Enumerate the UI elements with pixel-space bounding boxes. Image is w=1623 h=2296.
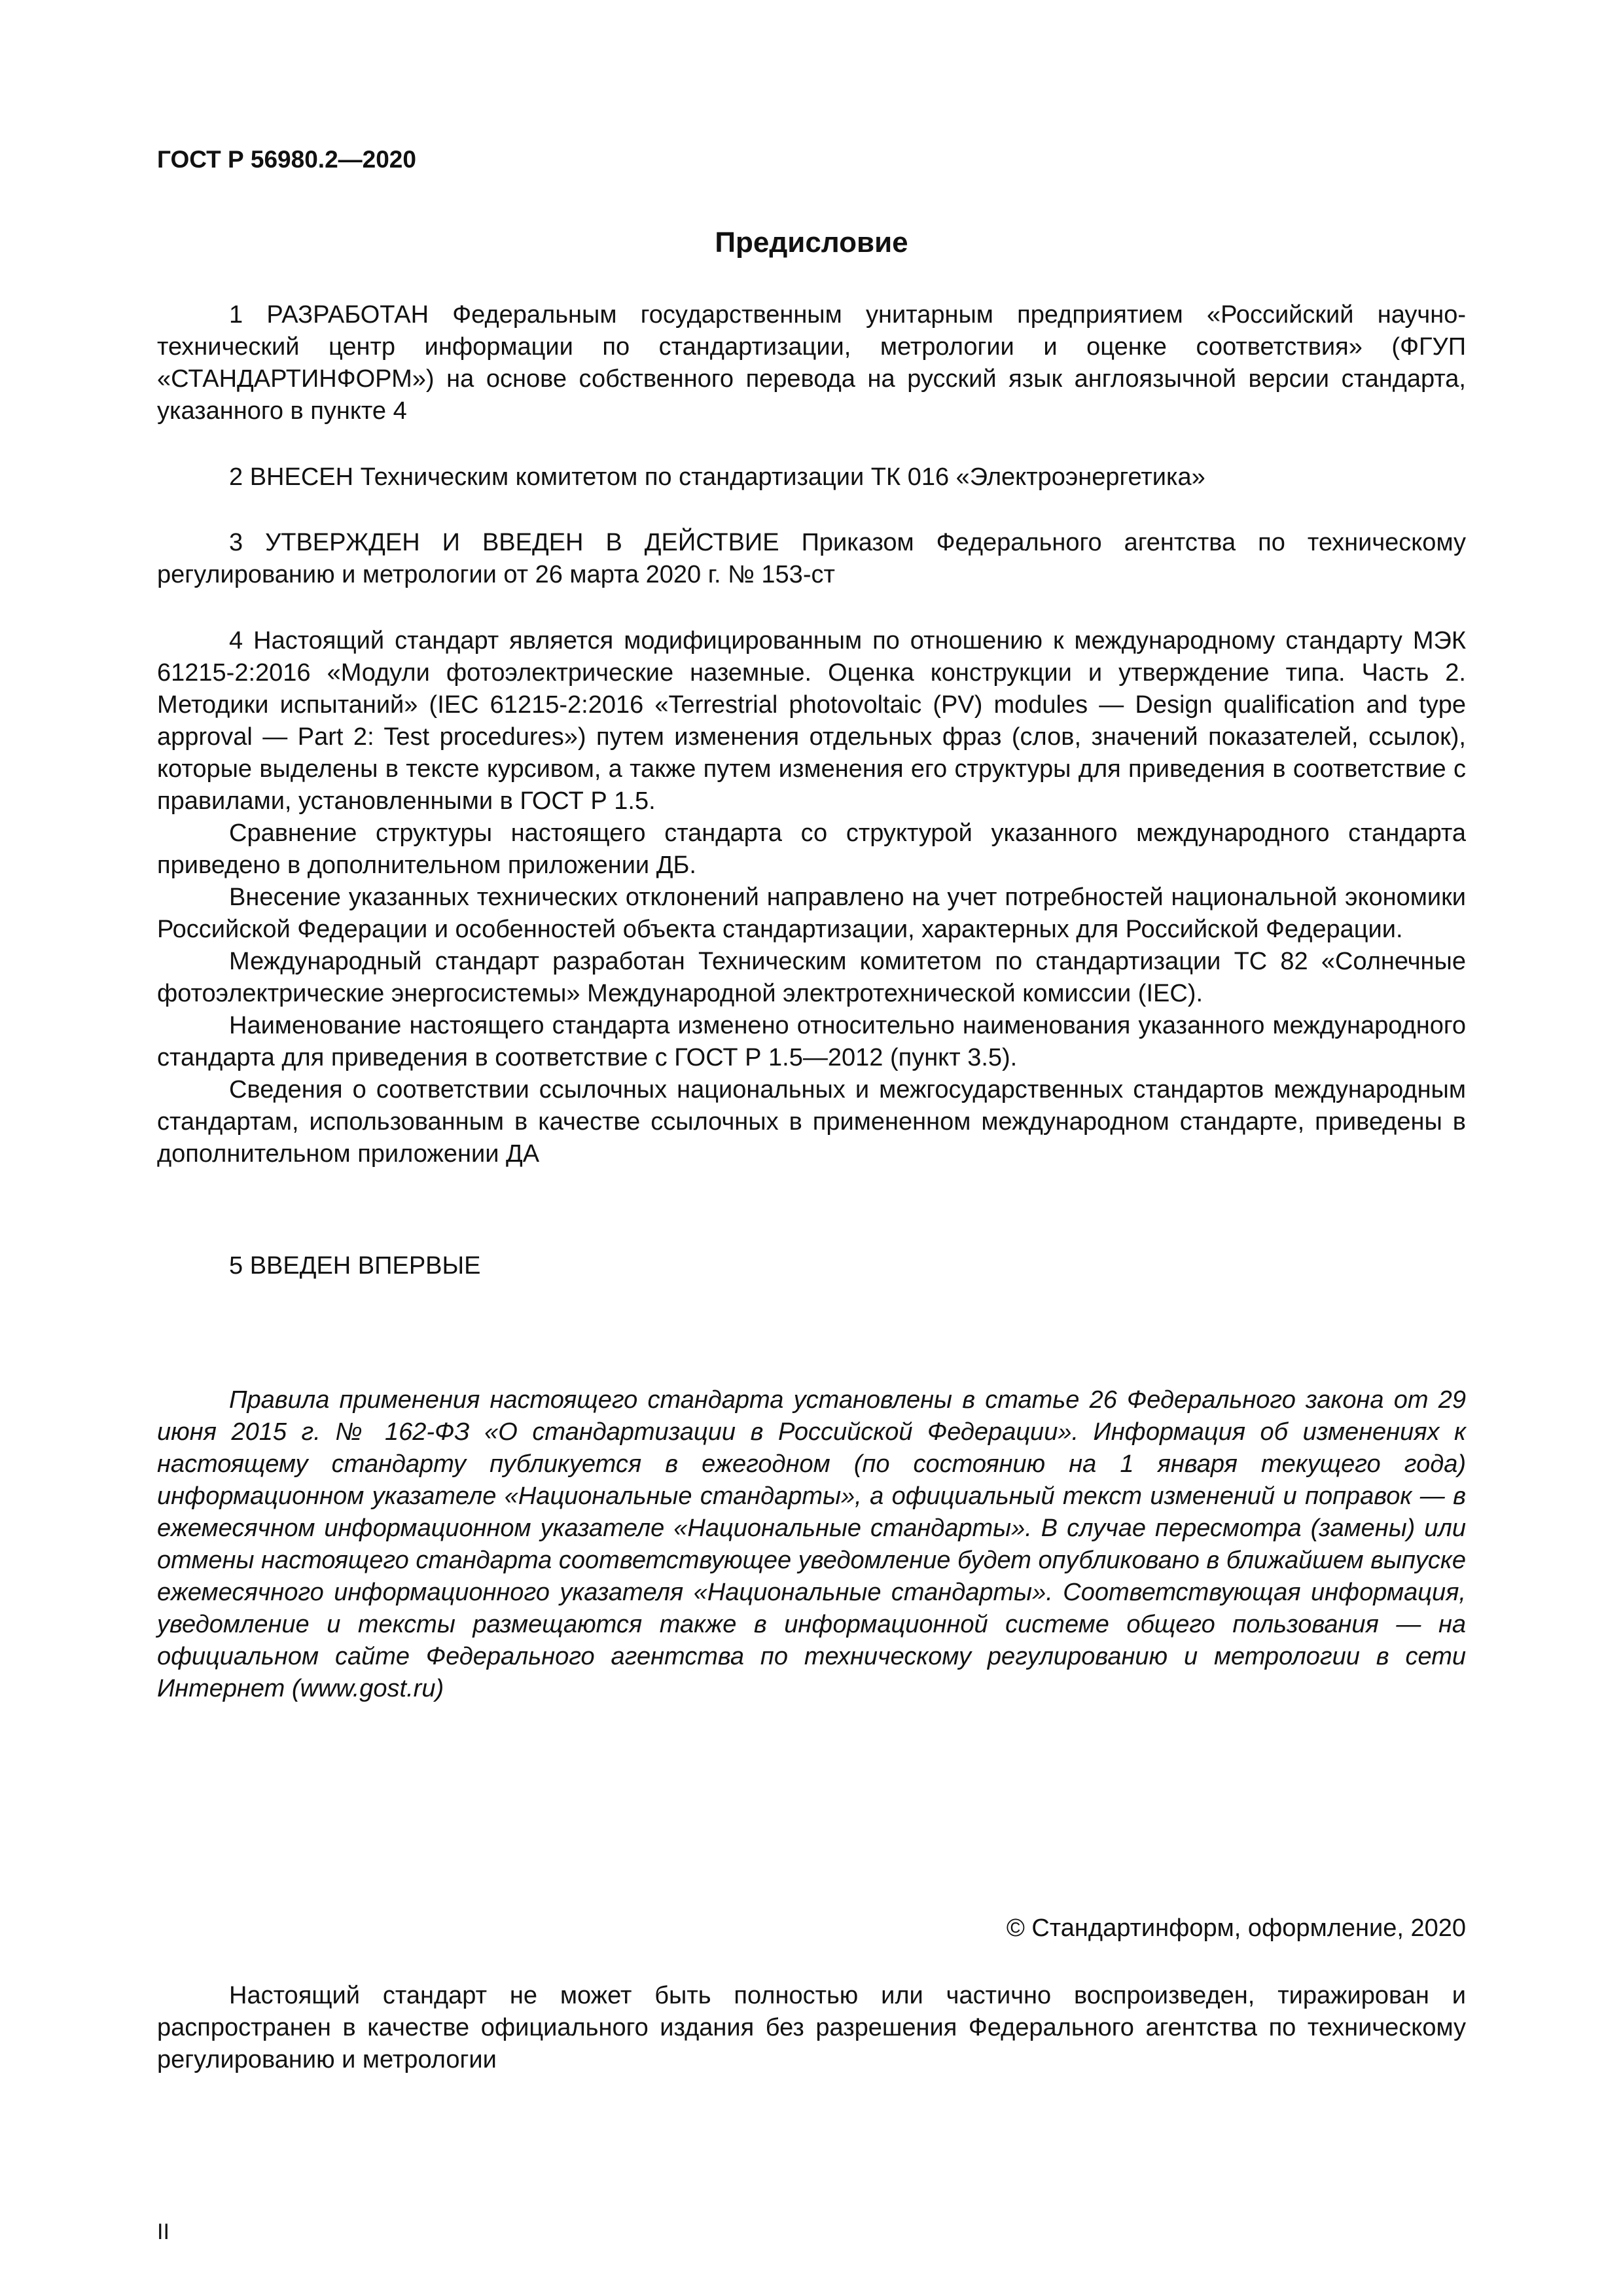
reproduction-notice-text: Настоящий стандарт не может быть полностью или частично воспроизведен, тиражирован и распространен в качестве официального издания без разрешения Федерального агентства по техническому регулированию и метрологии	[157, 1982, 1466, 2073]
rules-notice	[157, 1384, 1466, 1705]
section-4-paragraph: Внесение указанных технических отклонений направлено на учет потребностей национальной экономики Российской Федерации и особенностей объекта стандартизации, характерных для Российской Федерации.	[157, 884, 1466, 943]
page-number: II	[157, 2219, 169, 2244]
section-5	[157, 1250, 1466, 1282]
document-id-header: ГОСТ Р 56980.2—2020	[157, 146, 416, 173]
section-4-paragraph: 4 Настоящий стандарт является модифицированным по отношению к международному стандарту МЭК 61215-2:2016 «Модули фотоэлектрические наземные. Оценка конструкции и утверждение типа. Часть 2. Методики испытаний» (IEC 61215-2:2016 «Terrestrial photovoltaic (PV) modules — Design qualification and type approval — Part 2: Test procedures») путем изменения отдельных фраз (слов, значений показателей, ссылок), которые выделены в тексте курсивом, а также путем изменения его структуры для приведения в соответствие с правилами, установленными в ГОСТ Р 1.5.	[157, 627, 1466, 815]
section-2-text: 2 ВНЕСЕН Техническим комитетом по стандартизации ТК 016 «Электроэнергетика»	[229, 463, 1205, 491]
section-1-text: 1 РАЗРАБОТАН Федеральным государственным унитарным предприятием «Российский научно-технический центр информации по стандартизации, метрологии и оценке соответствия» (ФГУП «СТАНДАРТИНФОРМ») на основе собственного перевода на русский язык англоязычной версии стандарта, указанного в пункте 4	[157, 301, 1466, 425]
section-4-paragraph: Сведения о соответствии ссылочных национальных и межгосударственных стандартов международным стандартам, использованным в качестве ссылочных в примененном международном стандарте, приведены в дополнительном приложении ДА	[157, 1076, 1466, 1168]
section-5-text: 5 ВВЕДЕН ВПЕРВЫЕ	[229, 1252, 481, 1280]
section-4-paragraph: Сравнение структуры настоящего стандарта со структурой указанного международного стандарта приведено в дополнительном приложении ДБ.	[157, 819, 1466, 879]
copyright-line: © Стандартинформ, оформление, 2020	[1006, 1914, 1466, 1942]
page-title: Предисловие	[715, 226, 908, 259]
section-4-paragraph: Международный стандарт разработан Техническим комитетом по стандартизации ТС 82 «Солнечные фотоэлектрические энергосистемы» Международной электротехнической комиссии (IEC).	[157, 948, 1466, 1007]
document-page	[157, 0, 1466, 2296]
section-3-text: 3 УТВЕРЖДЕН И ВВЕДЕН В ДЕЙСТВИЕ Приказом Федерального агентства по техническому регулированию и метрологии от 26 марта 2020 г. № 153-ст	[157, 529, 1466, 588]
section-4-paragraph: Наименование настоящего стандарта изменено относительно наименования указанного международного стандарта для приведения в соответствие с ГОСТ Р 1.5—2012 (пункт 3.5).	[157, 1012, 1466, 1071]
rules-notice-text: Правила применения настоящего стандарта установлены в статье 26 Федерального закона от 29 июня 2015 г. № 162-ФЗ «О стандартизации в Российской Федерации». Информация об изменениях к настоящему стандарту публикуется в ежегодном (по состоянию на 1 января текущего года) информационном указателе «Национальные стандарты», а официальный текст изменений и поправок — в ежемесячном информационном указателе «Национальные стандарты». В случае пересмотра (замены) или отмены настоящего стандарта соответствующее уведомление будет опубликовано в ближайшем выпуске ежемесячного информационного указателя «Национальные стандарты». Соответствующая информация, уведомление и тексты размещаются также в информационной системе общего пользования — на официальном сайте Федерального агентства по техническому регулированию и метрологии в сети Интернет (www.gost.ru)	[157, 1386, 1466, 1702]
section-2	[157, 461, 1466, 493]
section-3	[157, 527, 1466, 591]
section-4	[157, 625, 1466, 1170]
section-1	[157, 299, 1466, 427]
reproduction-notice	[157, 1980, 1466, 2076]
